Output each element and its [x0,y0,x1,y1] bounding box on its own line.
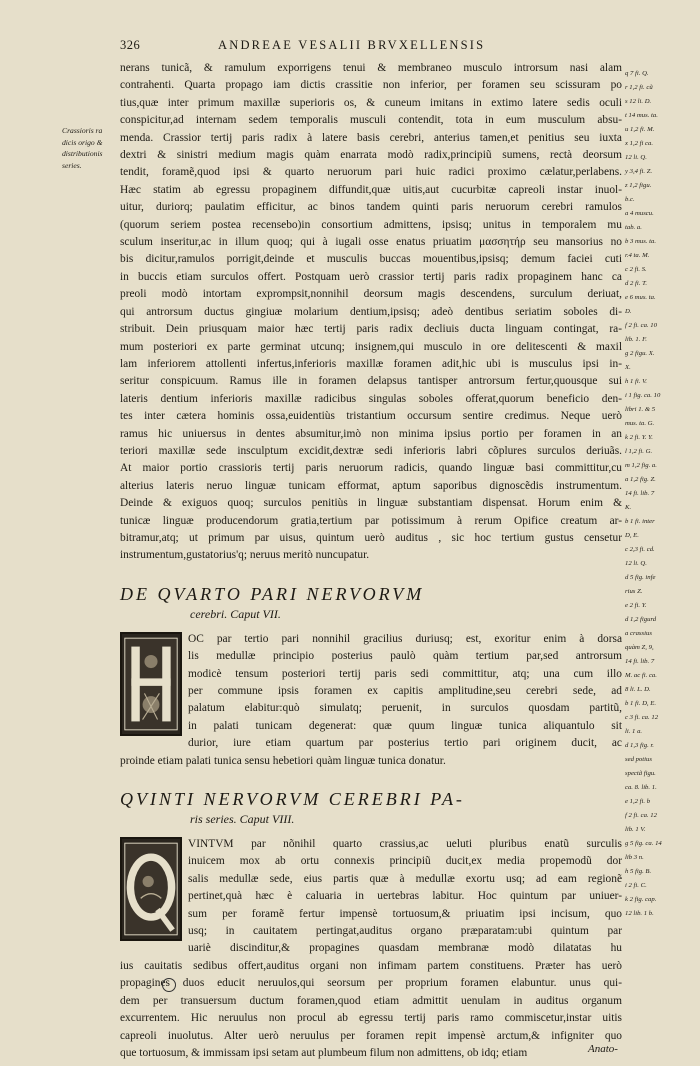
margin-reference: 12 lib. 1 b. [625,910,654,917]
margin-reference: h 1 fi. V. [625,378,647,385]
text-line: OC par tertio pari nonnihil gracilius duriusq; est, exoritur enim à dorsa [188,632,622,645]
text-line: qui antrorsum ductus gingiuæ molarium dentium,ipsisq; adeò dentibus seriatim soboles di- [120,305,622,318]
chapter-seven-heading: DE QVARTO PARI NERVORVM [120,583,425,604]
margin-reference: d 2 fi. T. [625,280,647,287]
text-line: sum per foramẽ fertur impensè tortuosum,& priuatim ipsi incisum, quo [188,907,622,920]
text-line: preoli modò intortam exprompsit,nonnihil deorsum magis descendens, surculum deriuat, [120,288,622,301]
margin-reference: 14 fi. lib. 7 [625,490,655,497]
text-line: salis medullæ sede, eius partis quæ à medullæ exortu usq; ad eam regionẽ [188,872,622,885]
margin-reference: h 5 fig. B. [625,868,652,875]
margin-reference: t 14 mus. ta. [625,112,658,119]
text-line: tendit, foramẽ,quod ipsi & quarto neruorum pari huic radici proximo cælatur,perlabens. [120,166,622,179]
margin-reference: 12 li. Q. [625,154,647,161]
text-line: pertinet,quà hæc è caluaria in uertebras labitur. Hoc quintum par uniuer- [188,890,622,903]
margin-reference: lib. 1. F. [625,336,647,343]
margin-reference: lib. 1 V. [625,826,646,833]
margin-reference: 12 li. Q. [625,560,647,567]
woodcut-initial-h [120,632,182,736]
margin-reference: b 3 mus. ta. [625,238,657,245]
text-line: bitramur,atq; ut primum par uisus, quintum uerò auditus , sic hoc tertium gustus censetur [120,531,622,544]
text-line: menda. Crassior tertij paris radix à latere basis cerebri, anterius tamen,et penitius seu iuxta [120,131,622,144]
text-line: inuicem mox ab ortu connexis principiũ ducit,ex media propemodũ dor [188,855,622,868]
margin-reference: mus. ta. G. [625,420,655,427]
main-text [120,60,622,1062]
text-line: stribuit. Dein priusquam maior hæc tertij paris radix decliuis ducta linguam contingat, ra- [120,323,622,336]
margin-reference: k 2 fi. Y. Y. [625,434,653,441]
text-line: uariè discinditur,& propagines quasdam membranæ modò dilatatas hu [188,942,622,955]
margin-reference: g 5 fig. ca. 14 [625,840,662,847]
margin-reference: a 1,2 fig. Z. [625,476,656,483]
chapter-eight-text [120,836,622,1062]
margin-note-line: dicis origo & [62,137,103,147]
text-line: ramus hic uniuersus in dentes absumitur,imò non minima ipsius portio per foramen in an [120,427,622,440]
text-line: modicè tensum posteriori tertij paris sedi committitur, atq; una cum illo [188,667,622,680]
text-line: mum posteriori ex parte germinat utcunq; insignem,qui musculo in ore delitescenti & maxil [120,340,622,353]
margin-reference: ca. 8. lib. 1. [625,784,657,791]
margin-reference: a crassius [625,630,652,637]
margin-note-line: distributionis [62,149,103,158]
text-line: excurrentem. Hic neruulus non procul ab egressu tertij paris ramo commiscetur,instar uitis [120,1012,622,1025]
text-line: At maior portio crassioris tertij paris neruorum radicis, quando linguæ basi committitur,cu [120,462,622,475]
margin-reference: g 2 figu. X. [625,350,655,357]
text-line: usq; in cauitatem pertingat,auditus organo præparatam:ubi quintum par [188,925,622,938]
text-line: nerans tunicã, & ramulum exporrigens tenui & membraneo musculo introrsum nasi alam [120,62,622,74]
text-line: VINTVM par nõnihil quarto crassius,ac ueluti pluribus enatũ surculis [188,838,622,851]
page-number: 326 [120,38,141,52]
printers-ornament-icon [162,978,176,992]
margin-reference: 14 fi. lib. 7 [625,658,655,665]
margin-reference: i 2 fi. C. [625,882,647,889]
margin-reference: e 2 fi. Y. [625,602,647,609]
margin-reference: f 2 fi. ca. 12 [625,812,657,819]
margin-reference: y 3,4 fi. Z. [625,168,653,175]
margin-reference: q 7 fi. Q. [625,70,649,77]
text-line: contrahenti. Quarta propago iam dictis crassitie non inferior, per foramen seu scissuram po [120,79,622,92]
text-line: capreoli inuolutus. Alter uerò neruulus per foramen repit impensè arctum,& infigniter quo [120,1029,622,1042]
text-line: palatum elabitur:quò simulatq; peruenit, in surculos quosdam partitũ, [188,702,622,715]
margin-reference: b 1 fi. D, E. [625,700,657,707]
margin-reference: r 1,2 fi. cũ [625,84,653,91]
margin-reference: c 2 fi. S. [625,266,647,273]
chapter-eight-heading: QVINTI NERVORVM CEREBRI PA- [120,789,465,810]
margin-reference: l 1,2 fi. G. [625,448,653,455]
margin-reference: libri 1. & 5 [625,406,656,413]
text-line: Deinde & exiguos quoq; surculos penitiùs in linguæ substantiam dispensat. Horum enim & [120,497,622,510]
text-line: (quorum seriem postea recensebo)in consortium admittens, ipsisq; unitus in temporalem mu [120,218,622,231]
text-line: instrumentum,gustatorius'q; neruus meritò nuncupatur. [120,549,370,562]
text-line: seritur conspicuum. Ramus ille in foramen delapsus tantisper antrorsum fertur,quousque sui [120,375,622,388]
left-margin-note [62,125,124,171]
text-line: uitur, duriorq; paulatim efficitur, ac binos tandem quinti paris neruorum cerebri ramulos [120,201,622,214]
margin-reference: b 1 fi. inter [625,518,655,525]
margin-reference: 8 li. L. D. [625,686,651,693]
margin-reference: b.c. [625,196,635,203]
margin-reference: lib 3 n. [625,854,644,861]
margin-reference: c 2,3 fi. cd. [625,546,655,553]
text-line: dextri & sinistri medium magis quàm enarrata modò radix,principiũ sumens, rectà deorsum [120,149,622,162]
margin-reference: e 6 mus. ta. [625,294,656,301]
margin-reference: z 1,2 figu. [625,182,652,189]
margin-reference: c 3 fi. ca. 12 [625,714,659,721]
margin-reference: D. [625,308,632,315]
margin-reference: spectã figu. [625,770,656,777]
margin-reference: i 1 fig. ca. 10 [625,392,661,399]
text-line: durior, iure etiam quartum par posterius tertio pari originem ducit, ac [188,737,622,750]
text-line: tes inter cætera hominis ossa,euidentiùs tristantium occursum sentire credimus. Neque uerò [120,410,622,423]
text-line: sculum inseritur,ac in illum quoq; qui à iugali osse enatus priuatim μασσητήρ seu mansorius no [120,236,622,249]
text-line: lis medullæ principio posterius paulò quàm tertium par,sed antrorsum [188,650,622,663]
text-line: propagines duos educit neruulos,qui seorsum per proprium foramen elabuntur. unus qui- [120,977,622,990]
margin-reference: li. 1 a. [625,728,643,735]
margin-reference: x 1,2 fi ca. [625,140,654,147]
text-line: tunicæ linguæ producendorum gratia,tertium par potissimum à rerum Opifice creatum ar- [120,514,622,527]
text-line: proinde etiam palati tunica sensu hebetiori quàm linguæ tunica donatur. [120,754,446,767]
margin-reference: f 2 fi. ca. 10 [625,322,657,329]
margin-reference: K. [625,504,632,511]
margin-reference: s 12 li. D. [625,98,652,105]
chapter-seven-body [120,631,622,770]
text-line: ius cauitatis sedibus offert,auditus organi non infimam partem constituens. Præter has uerò [120,959,622,972]
chapter-seven-subheading: cerebri. Caput VII. [190,606,281,621]
chapter-six-continuation [120,60,622,565]
chapter-seven-text [120,631,622,770]
margin-reference: k 2 fig. cap. [625,896,657,903]
text-line: per commune ipsis foramen ex capitis amplitudine,seu cerebri sede, ad [188,685,622,697]
margin-reference: rius Z. [625,588,643,595]
text-line: dem per transuersum ductum foramen,quod etiam admittit uenulam in auditus organum [120,994,622,1007]
margin-note-line: Crassioris ra [62,126,103,135]
margin-reference: r.4 ta. M. [625,252,650,259]
woodcut-initial-icon [122,634,180,734]
margin-reference: D, E. [625,532,639,539]
margin-reference: m 1,2 fig. a. [625,462,657,469]
margin-note-line: series. [62,160,82,170]
text-line: lam inferiorem attollenti infertus,inferioris maxillæ foramen adit,hic ubi is musculus ipsi in- [120,357,622,370]
margin-reference: a 4 muscu. [625,210,654,217]
margin-reference: X. [625,364,631,371]
woodcut-initial-icon [122,839,180,939]
text-line: lateris dentium inferioris maxillæ radicibus singulas soboles offerat,quorum beneficio den- [120,392,622,405]
text-line: que tortuosum, & immissam ipsi setam aut plumbeum filum non admittens, ob idq; etiam [120,1046,528,1059]
text-line: alterius lateris neruo linguæ tunicam efformat, aptum saporibus dignoscẽdis instrumentum. [120,479,622,492]
margin-reference: sed potius [625,756,652,763]
text-line: in palati tunicam degenerat: quæ quum linguæ tunica aliquantulo sit [188,719,622,732]
text-line: tius,quæ inter primum maxillæ superioris os, & cuneum imitans in extimo latere sedis oculi [120,96,622,109]
chapter-eight-body [120,836,622,1062]
running-title: ANDREAE VESALII BRVXELLENSIS [218,38,486,52]
margin-reference: u 1,2 fi. M. [625,126,655,133]
text-line: in buccis etiam surculos offert. Postquam uerò crassior tertij paris radix propaginem hanc ca [120,270,622,283]
margin-reference: d 1,3 fig. r. [625,742,654,749]
margin-reference: d 1,2 figurd [625,616,657,623]
catchword: Anato- [588,1043,618,1055]
margin-reference: M. ac fi. ca. [625,672,657,679]
margin-reference: tab. a. [625,224,642,231]
text-line: bis dicitur,ramulos porrigit,deinde et musculis buccas mouentibus,ipsisq; demum faciei cuti [120,253,622,266]
margin-reference: quàm Z, 9, [625,644,654,651]
margin-reference: d 5 fig. infe [625,574,656,581]
text-line: conspicitur,ad internam sedem temporalis musculi contendit, tota in eum musculum absu- [120,114,622,127]
chapter-eight-subheading: ris series. Caput VIII. [190,812,295,827]
woodcut-initial-q [120,837,182,941]
text-line: teriori maxillæ sede insculptum excidit,dextræ sedi inferioris labri cõplures surculos deriuãs. [120,444,622,457]
margin-reference: e 1,2 fi. b [625,798,651,805]
text-line: Hæc statim ab egressu propaginem diffundit,quæ uitis,aut cucurbitæ capreoli instar inuol- [120,183,622,196]
